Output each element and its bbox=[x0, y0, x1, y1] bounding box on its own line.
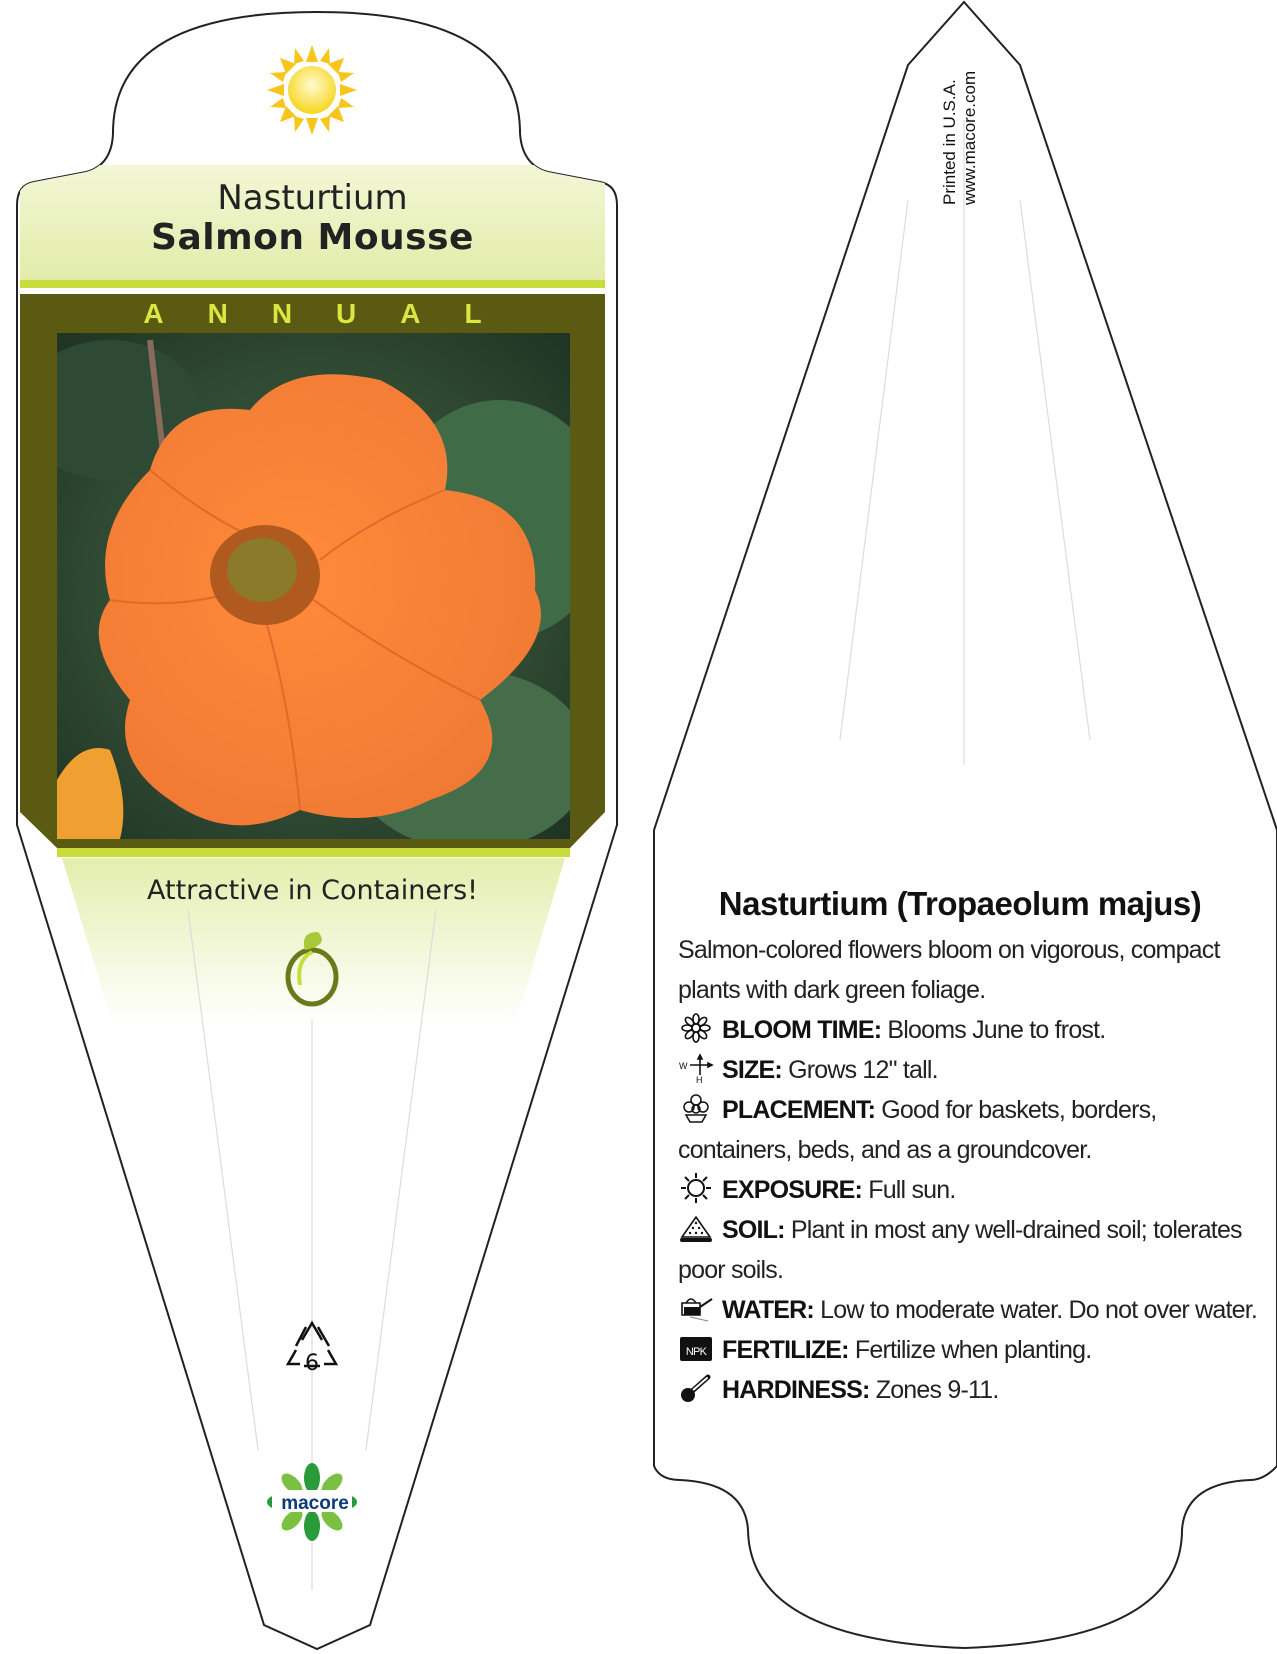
npk-label: NPK bbox=[685, 1346, 707, 1358]
npk-icon bbox=[678, 1333, 714, 1363]
info-text: Good for baskets, borders, containers, beds, and as a groundcover. bbox=[678, 1096, 1157, 1164]
back-heading: Nasturtium (Tropaeolum majus) bbox=[718, 885, 1202, 922]
info-label: BLOOM TIME: bbox=[722, 1016, 882, 1044]
printed-note bbox=[940, 71, 980, 205]
info-placement bbox=[678, 1090, 1268, 1170]
info-label: HARDINESS: bbox=[722, 1376, 870, 1404]
info-fertilize bbox=[678, 1330, 1268, 1370]
info-text: Full sun. bbox=[868, 1176, 956, 1204]
sun-icon bbox=[267, 45, 357, 135]
info-exposure bbox=[678, 1170, 1268, 1210]
info-label: SIZE: bbox=[722, 1056, 782, 1084]
info-label: PLACEMENT: bbox=[722, 1096, 876, 1124]
tagline: Attractive in Containers! bbox=[147, 875, 478, 906]
size-icon-w: W bbox=[679, 1061, 687, 1071]
watering-can-icon bbox=[678, 1293, 714, 1323]
info-text: Low to moderate water. Do not over water. bbox=[820, 1296, 1257, 1324]
info-text: Zones 9-11. bbox=[875, 1376, 999, 1404]
care-info bbox=[678, 930, 1268, 1410]
size-icon-h: H bbox=[696, 1075, 702, 1083]
printed-line: Printed in U.S.A. bbox=[940, 79, 959, 205]
info-text: Plant in most any well-drained soil; tolerates poor soils. bbox=[678, 1216, 1242, 1284]
info-label: FERTILIZE: bbox=[722, 1336, 849, 1364]
thermometer-icon bbox=[678, 1373, 714, 1403]
plant-name: Nasturtium bbox=[217, 178, 408, 218]
variety-name: Salmon Mousse bbox=[151, 217, 474, 258]
logo-text: macore bbox=[281, 1493, 349, 1514]
flower-icon bbox=[678, 1013, 714, 1043]
info-text: Grows 12" tall. bbox=[788, 1056, 938, 1084]
size-icon bbox=[678, 1053, 714, 1083]
info-hardiness bbox=[678, 1370, 1268, 1410]
info-water bbox=[678, 1290, 1268, 1330]
description: Salmon-colored flowers bloom on vigorous, compact plants with dark green foliage. bbox=[678, 936, 1220, 1004]
info-label: WATER: bbox=[722, 1296, 814, 1324]
info-soil bbox=[678, 1210, 1268, 1290]
info-text: Fertilize when planting. bbox=[854, 1336, 1092, 1364]
placement-icon bbox=[678, 1093, 714, 1123]
flower-photo bbox=[20, 333, 610, 850]
info-label: EXPOSURE: bbox=[722, 1176, 863, 1204]
plant-type-label: ANNUAL bbox=[143, 298, 526, 329]
info-size bbox=[678, 1050, 1268, 1090]
sun-outline-icon bbox=[678, 1173, 714, 1203]
website-line: www.macore.com bbox=[960, 70, 979, 205]
info-label: SOIL: bbox=[722, 1216, 785, 1244]
info-bloom-time bbox=[678, 1010, 1268, 1050]
recycle-number: 6 bbox=[305, 1351, 319, 1376]
soil-icon bbox=[678, 1213, 714, 1243]
info-text: Blooms June to frost. bbox=[887, 1016, 1106, 1044]
